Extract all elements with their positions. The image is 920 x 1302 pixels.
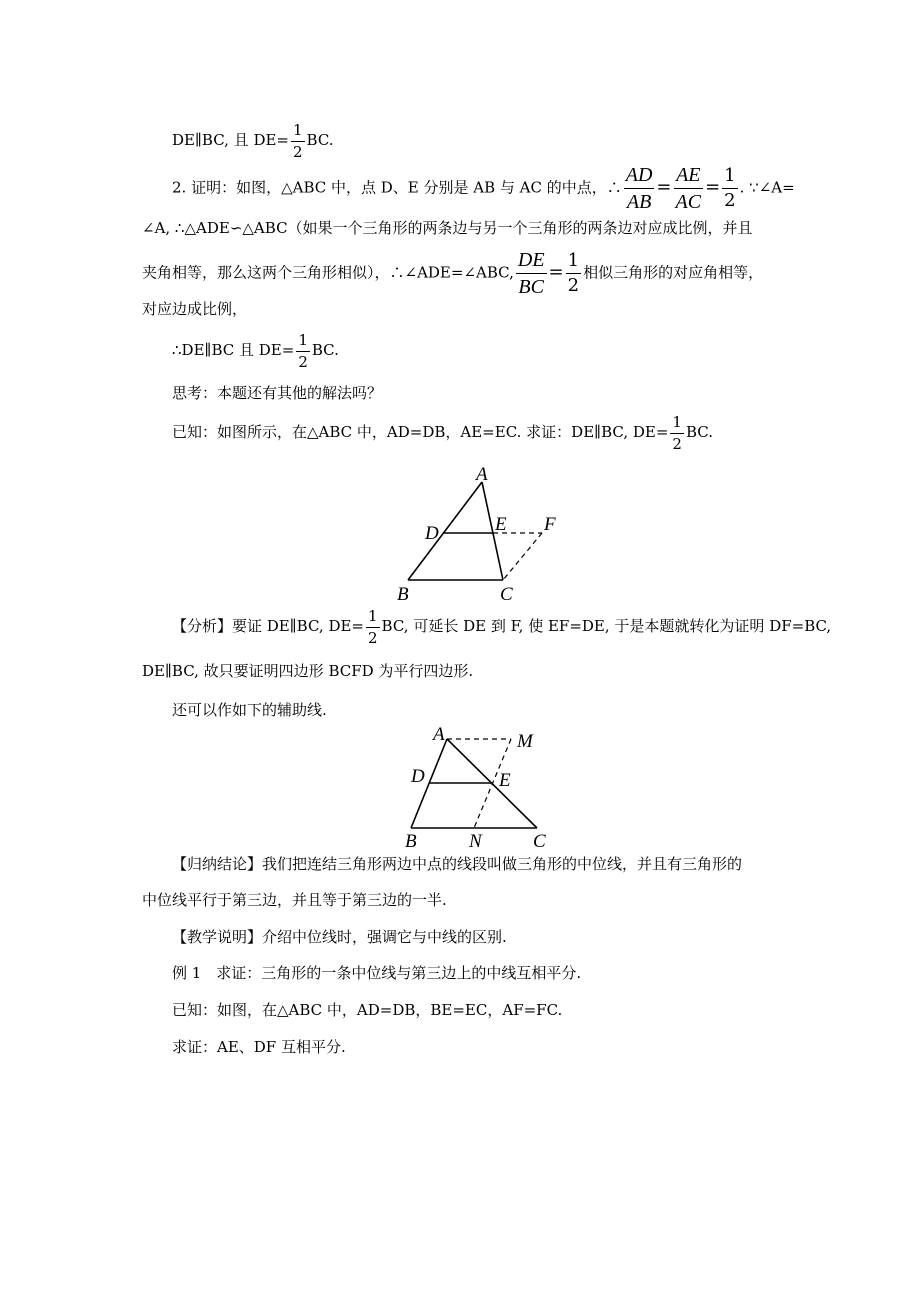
text-segment: . ∵∠A= (739, 178, 795, 197)
text-line-9 (172, 608, 831, 646)
label-b: B (397, 584, 409, 605)
label-a: A (476, 464, 488, 485)
fraction-ae-ac (674, 164, 704, 213)
equals-sign: = (548, 261, 564, 283)
text-segment: BC. (311, 341, 339, 359)
denominator: 2 (567, 275, 580, 296)
text-segment: DE∥BC, 故只要证明四边形 BCFD 为平行四边形. (142, 662, 474, 680)
label-e: E (499, 770, 511, 791)
text-line-16 (172, 1003, 562, 1018)
text-segment: ∠A, ∴△ADE∽△ABC（如果一个三角形的两条边与另一个三角形的两条边对应成比例，并且 (142, 219, 753, 237)
text-segment: 求证：AE、DF 互相平分. (172, 1038, 346, 1056)
text-segment: 例 1 求证：三角形的一条中位线与第三边上的中线互相平分. (172, 964, 582, 982)
label-n: N (469, 831, 482, 850)
text-segment: BC. (685, 423, 713, 441)
numerator: DE (516, 249, 547, 274)
text-line-2 (172, 164, 795, 213)
triangle-figure-2 (395, 722, 565, 850)
text-segment: 相似三角形的对应角相等， (583, 263, 764, 282)
denominator: 2 (724, 190, 736, 211)
fraction-half (291, 122, 305, 160)
numerator: 1 (366, 608, 380, 628)
segment-fc-dashed (503, 533, 542, 580)
text-segment: 【归纳结论】我们把连结三角形两边中点的线段叫做三角形的中位线，并且有三角形的 (172, 855, 743, 873)
text-line-7 (172, 386, 382, 401)
text-segment: 中位线平行于第三边，并且等于第三边的一半. (142, 891, 447, 909)
text-segment: 思考：本题还有其他的解法吗？ (172, 384, 383, 402)
text-line-13 (142, 893, 447, 908)
denominator: 2 (368, 628, 378, 647)
label-m: M (517, 731, 533, 752)
text-segment: 已知：如图，在△ABC 中，AD=DB，BE=EC，AF=FC. (172, 1001, 563, 1019)
text-segment: 夹角相等，那么这两个三角形相似），∴∠ADE=∠ABC, (142, 263, 514, 282)
numerator: 1 (670, 414, 684, 434)
text-segment: ∴DE∥BC 且 DE= (172, 341, 295, 359)
label-e: E (495, 514, 507, 535)
text-segment: 对应边成比例， (142, 300, 248, 318)
numerator: 1 (566, 251, 581, 274)
text-line-12 (172, 857, 742, 872)
text-segment: 【分析】要证 DE∥BC, DE= (172, 617, 364, 635)
label-c: C (533, 831, 546, 850)
denominator: 2 (298, 352, 308, 371)
denominator: BC (518, 276, 544, 298)
text-line-14 (172, 930, 507, 945)
equals-sign: = (656, 176, 672, 198)
text-segment: BC. (306, 131, 334, 149)
denominator: AB (626, 191, 652, 213)
label-d: D (411, 766, 425, 787)
numerator: 1 (291, 122, 305, 142)
denominator: 2 (293, 142, 303, 161)
fraction-half (566, 251, 581, 296)
text-segment: 还可以作如下的辅助线. (172, 701, 327, 719)
text-line-1 (172, 122, 334, 160)
text-line-17 (172, 1040, 346, 1055)
denominator: 2 (672, 434, 682, 453)
label-d: D (425, 523, 439, 544)
label-a: A (433, 724, 445, 745)
fraction-half (366, 608, 380, 646)
numerator: AE (674, 164, 702, 189)
text-line-3 (142, 221, 753, 236)
text-line-10 (142, 664, 473, 679)
denominator: AC (675, 191, 702, 213)
text-segment: 已知：如图所示，在△ABC 中，AD=DB，AE=EC. 求证：DE∥BC, DE= (172, 423, 669, 441)
text-line-5 (142, 302, 247, 317)
text-line-4 (142, 249, 763, 298)
equals-sign: = (705, 176, 721, 198)
label-f: F (544, 514, 556, 535)
text-segment: 2. 证明：如图，△ABC 中，点 D、E 分别是 AB 与 AC 的中点，∴ (172, 178, 622, 197)
fraction-ad-ab (624, 164, 655, 213)
numerator: AD (624, 164, 655, 189)
label-c: C (500, 584, 513, 605)
text-segment: BC, 可延长 DE 到 F, 使 EF=DE, 于是本题就转化为证明 DF=BC, (381, 617, 832, 635)
text-line-8 (172, 414, 713, 452)
fraction-de-bc (516, 249, 547, 298)
triangle-figure-1 (380, 460, 580, 610)
side-ab (408, 482, 482, 580)
text-line-11 (172, 703, 327, 718)
text-segment: 【教学说明】介绍中位线时，强调它与中线的区别. (172, 928, 507, 946)
text-line-15 (172, 966, 581, 981)
label-b: B (405, 831, 417, 850)
numerator: 1 (296, 332, 310, 352)
fraction-half (722, 166, 737, 211)
text-segment: DE∥BC, 且 DE= (172, 131, 289, 149)
text-line-6 (172, 332, 339, 370)
numerator: 1 (722, 166, 737, 189)
fraction-half (296, 332, 310, 370)
fraction-half (670, 414, 684, 452)
